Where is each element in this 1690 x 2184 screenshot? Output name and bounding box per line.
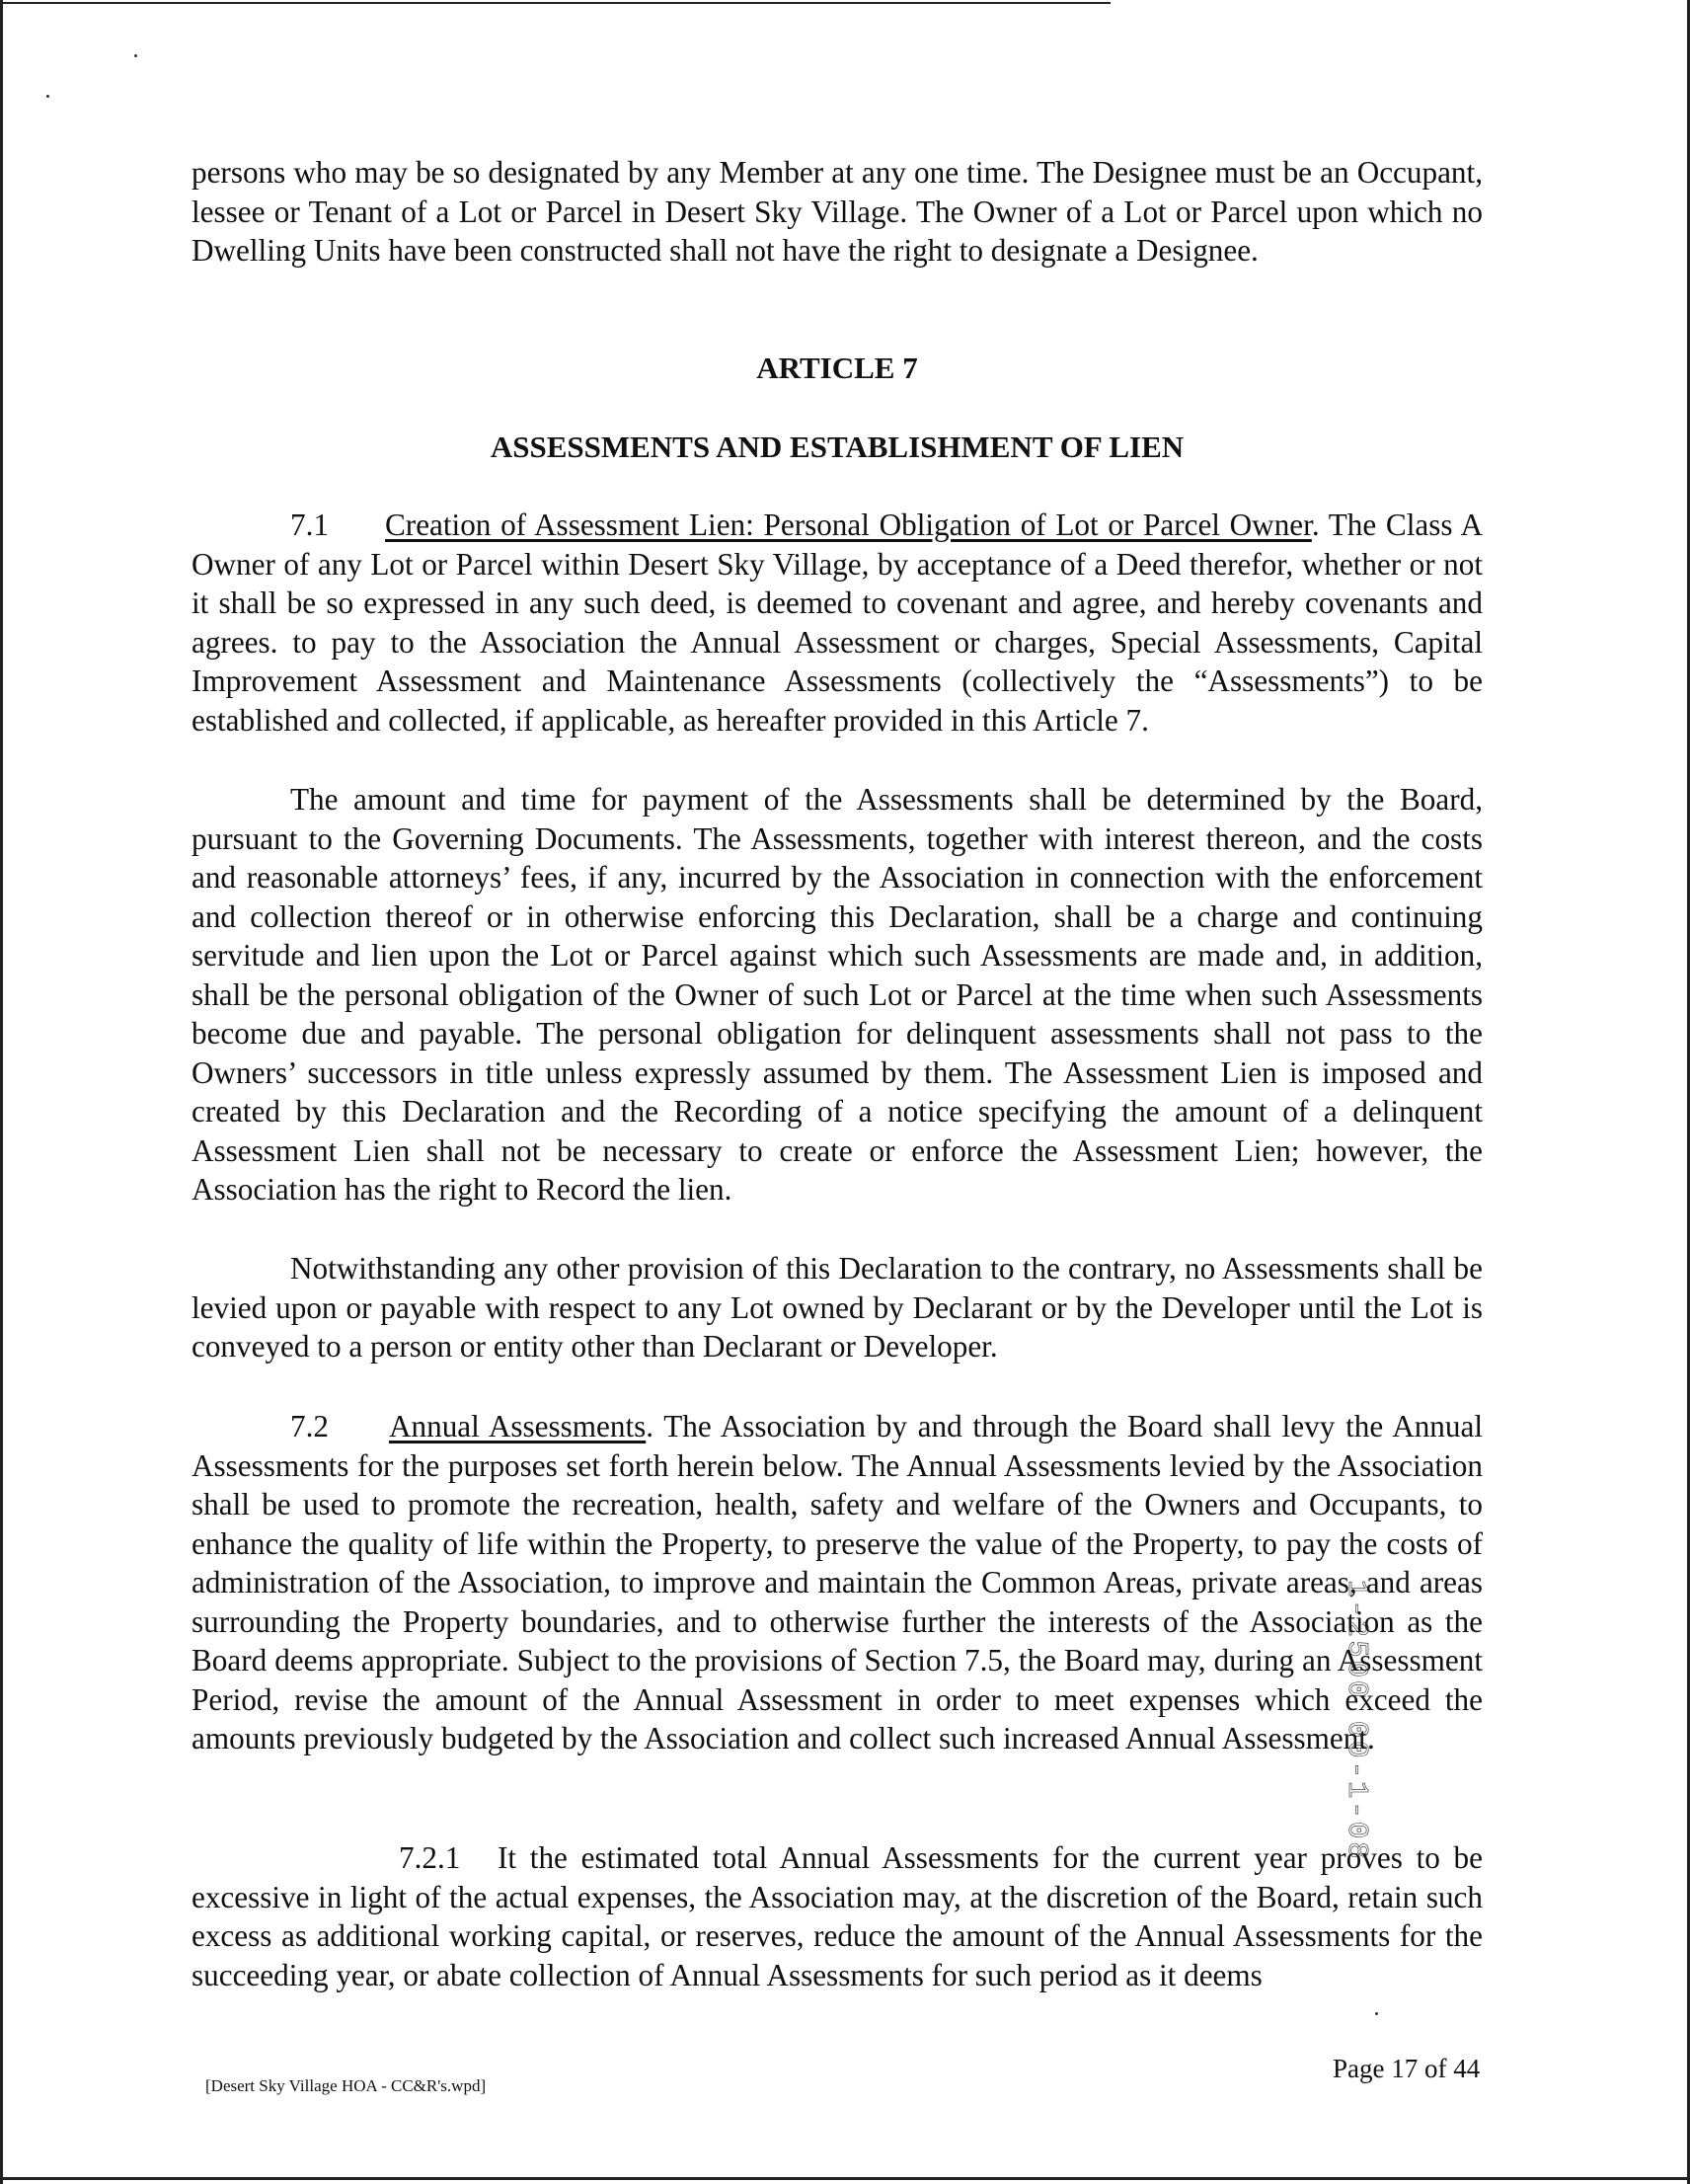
footer-page-number: Page 17 of 44	[1333, 2054, 1481, 2083]
section-7-2-1	[192, 1838, 1483, 1994]
scan-speck	[46, 95, 49, 98]
article-title: ASSESSMENTS AND ESTABLISHMENT OF LIEN	[490, 429, 1185, 464]
scan-left-edge	[0, 0, 3, 2184]
paragraph-amount-time: The amount and time for payment of the Assessments shall be determined by the Board, pursuant to the Governing Documents. The Assessments, together with interest thereon, and the costs and reasonable attorneys’ fees, if any, incurred by the Association in connection with the enforcement and collection thereof or in otherwise enforcing this Declaration, shall be a charge and continuing servitude and lien upon the Lot or Parcel against which such Assessments are made and, in addition, shall be the personal obligation of the Owner of such Lot or Parcel at the time when such Assessments become due and payable. The personal obligation for delinquent assessments shall not pass to the Owners’ successors in title unless expressly assumed by them. The Assessment Lien is imposed and created by this Declaration and the Recording of a notice specifying the amount of a delinquent Assessment Lien shall not be necessary to create or enforce the Assessment Lien; however, the Association has the right to Record the lien.	[192, 782, 1483, 1207]
section-body: . The Association by and through the Board shall levy the Annual Assessments for the purposes set forth herein below. The Annual Assessments levied by the Association shall be used to promote the recreation, health, safety and welfare of the Owners and Occupants, to enhance the quality of life within the Property, to preserve the value of the Property, to pay the costs of administration of the Association, to improve and maintain the Common Areas, private areas, and areas surrounding the Property boundaries, and to otherwise further the interests of the Association as the Board deems appropriate. Subject to the provisions of Section 7.5, the Board may, during an Assessment Period, revise the amount of the Annual Assessment in order to meet expenses which exceed the amounts previously budgeted by the Association and collect such increased Annual Assessment.	[192, 1409, 1483, 1755]
paragraph-notwithstanding: Notwithstanding any other provision of this Declaration to the contrary, no Assessments shall be levied upon or payable with respect to any Lot owned by Declarant or by the Developer until the Lot is conveyed to a person or entity other than Declarant or Developer.	[192, 1251, 1483, 1364]
side-recording-stamp: 1-2500 00-1-08	[1341, 1580, 1373, 1862]
continuation-paragraph: persons who may be so designated by any Member at any one time. The Designee must be an Occupant, lessee or Tenant of a Lot or Parcel in Desert Sky Village. The Owner of a Lot or Parcel upon which no Dwelling Units have been constructed shall not have the right to designate a Designee.	[192, 155, 1483, 268]
section-7-1	[192, 506, 1483, 740]
scan-bottom-edge	[0, 2177, 1690, 2180]
footer-filename: [Desert Sky Village HOA - CC&R's.wpd]	[205, 2076, 487, 2095]
section-number: 7.2	[290, 1409, 329, 1443]
scan-speck	[1375, 2012, 1378, 2015]
scan-speck	[134, 54, 137, 57]
section-title: Annual Assessments	[389, 1409, 647, 1443]
section-number: 7.2.1	[399, 1840, 461, 1875]
section-7-2	[192, 1407, 1483, 1758]
article-number: ARTICLE 7	[756, 351, 918, 385]
section-body: It the estimated total Annual Assessments for the current year proves to be excessive in light of the actual expenses, the Association may, at the discretion of the Board, retain such excess as additional working capital, or reserves, reduce the amount of the Annual Assessments for the succeeding year, or abate collection of Annual Assessments for such period as it deems	[192, 1840, 1483, 1992]
section-body: . The Class A Owner of any Lot or Parcel within Desert Sky Village, by acceptance of a Deed therefor, whether or not it shall be so expressed in any such deed, is deemed to covenant and agree, and hereby covenants and agrees. to pay to the Association the Annual Assessment or charges, Special Assessments, Capital Improvement Assessment and Maintenance Assessments (collectively the “Assessments”) to be established and collected, if applicable, as hereafter provided in this Article 7.	[192, 507, 1483, 738]
section-number: 7.1	[290, 507, 329, 542]
section-title: Creation of Assessment Lien: Personal Obligation of Lot or Parcel Owner	[385, 507, 1312, 542]
scan-top-edge	[0, 2, 1111, 4]
